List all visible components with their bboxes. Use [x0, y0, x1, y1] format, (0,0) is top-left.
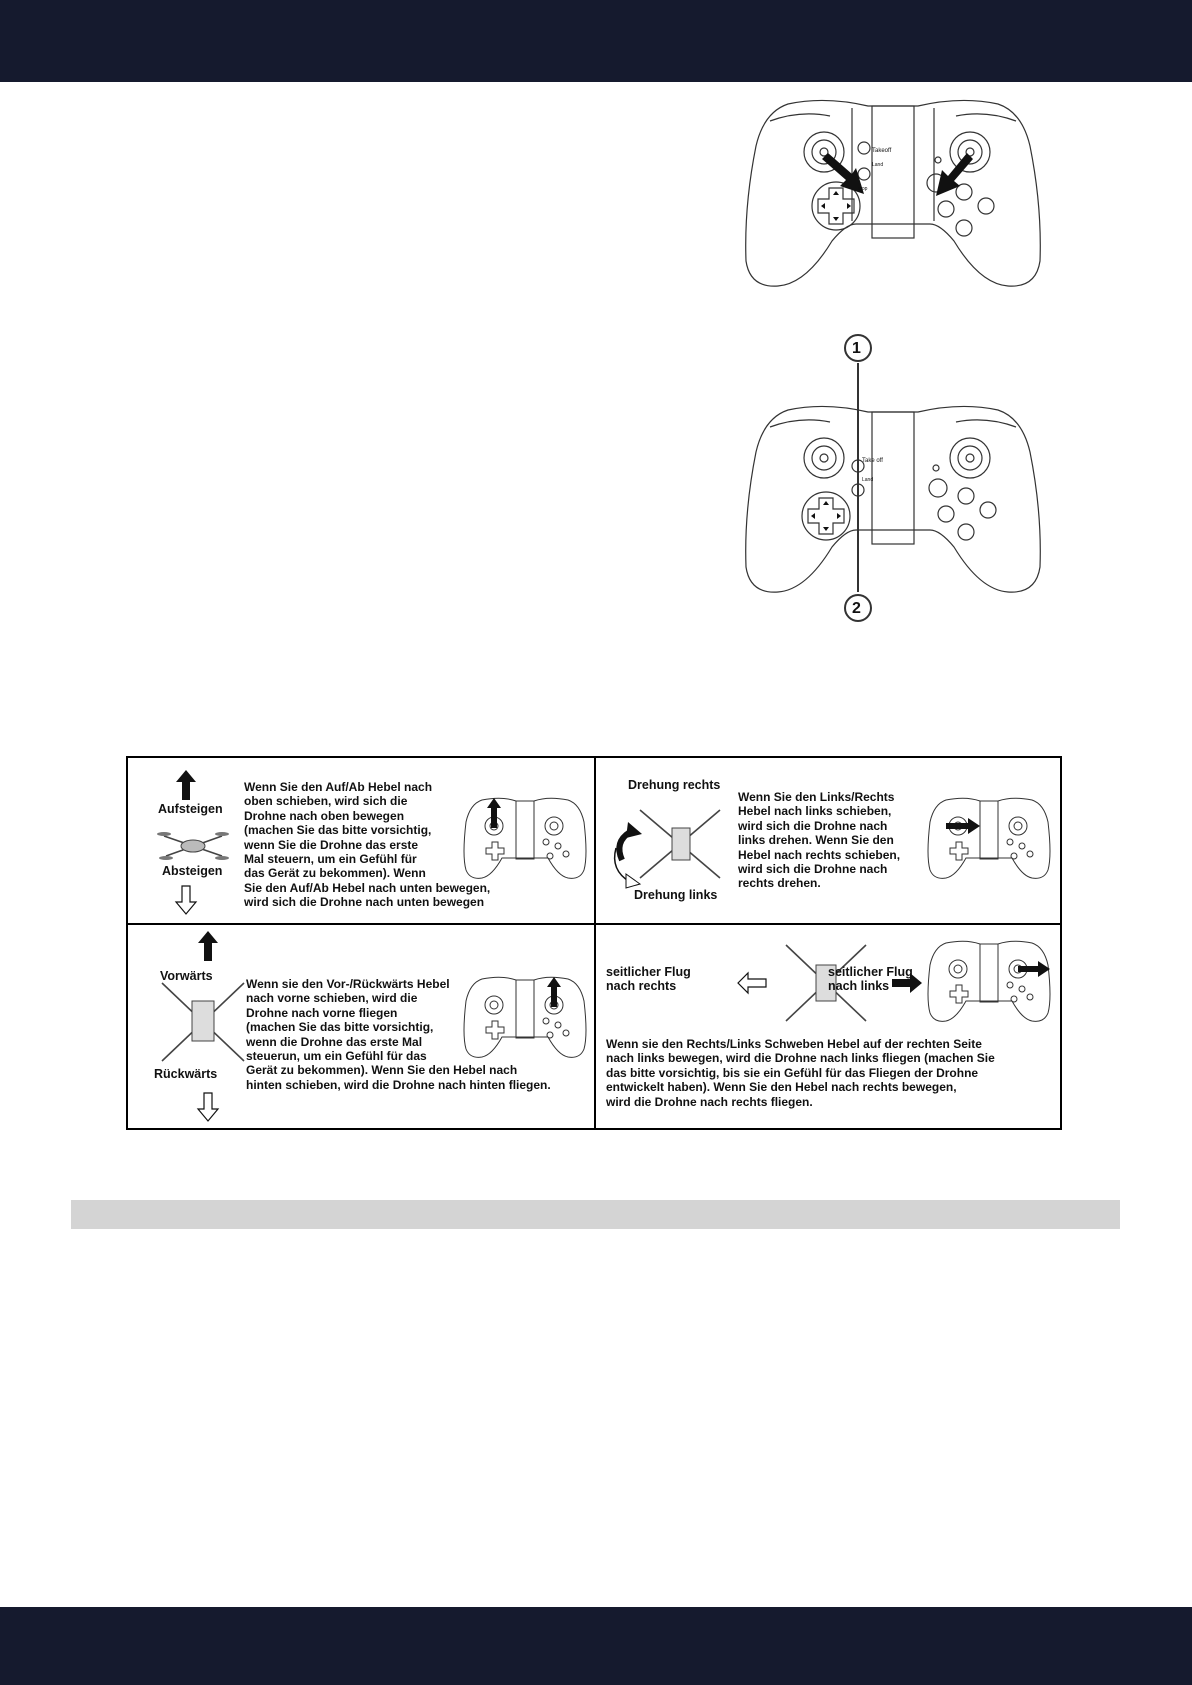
takeoff-label: Takeoff — [872, 148, 892, 154]
text-rotate: Wenn Sie den Links/Rechts Hebel nach links schieben, wird sich die Drohne nach links drehen. Wenn Sie den Hebel nach rechts schieben, wird sich die Drohne nach rechts drehen. — [738, 790, 901, 891]
controller-diagram-markers — [740, 330, 1046, 630]
rotate-drone-icon — [604, 798, 734, 890]
label-vorwaerts: Vorwärts — [160, 969, 213, 983]
label-rueckwaerts: Rückwärts — [154, 1067, 218, 1081]
land-label-2: Land — [862, 477, 874, 483]
text-up-down: Wenn Sie den Auf/Ab Hebel nach oben schieben, wird sich die Drohne nach oben bewegen (machen Sie das bitte vorsichtig, wenn Sie die Drohne das erste Mal steuern, um ein Gefühl für das Gerät zu bekommen). Wenn Sie den Auf/Ab Hebel nach unten bewegen, wird sich die Drohne nach unten bewegen — [244, 780, 491, 910]
stop-label: stop — [858, 186, 868, 192]
cell-sideways — [596, 925, 1062, 1130]
label-seitlich-links: seitlicher Flug nach links — [828, 965, 913, 994]
header-band — [0, 0, 1192, 82]
label-seitlich-rechts: seitlicher Flug nach rechts — [606, 965, 691, 994]
mini-controller-rotate — [926, 796, 1052, 882]
marker-1: 1 — [852, 340, 861, 357]
control-instructions-table — [126, 756, 1062, 1130]
controller-diagram-takeoff — [740, 96, 1046, 296]
label-drehung-rechts: Drehung rechts — [628, 778, 721, 792]
text-forward-back: Wenn sie den Vor-/Rückwärts Hebel nach vorne schieben, wird die Drohne nach vorne fliegen (machen Sie das bitte vorsichtig, wenn die Drohne das erste Mal steuerun, um ein Gefühl für das Gerät zu bekommen). Wenn Sie den Hebel nach hinten schieben, wird die Drohne nach hinten fliegen. — [246, 977, 551, 1092]
cell-up-down — [128, 758, 594, 923]
up-down-drone-icon — [156, 768, 232, 918]
forward-back-drone-icon — [148, 929, 248, 1125]
mini-controller-up-down — [462, 796, 588, 882]
cell-rotate — [596, 758, 1062, 923]
label-aufsteigen: Aufsteigen — [158, 802, 223, 816]
footer-band — [0, 1607, 1192, 1685]
label-drehung-links: Drehung links — [634, 888, 718, 902]
section-heading-bar — [71, 1200, 1120, 1229]
label-absteigen: Absteigen — [162, 864, 223, 878]
cell-forward-back — [128, 925, 594, 1130]
mini-controller-sideways — [926, 939, 1052, 1025]
takeoff-label-2: Take off — [862, 458, 883, 464]
marker-2: 2 — [852, 600, 861, 617]
land-label: Land — [872, 162, 884, 168]
mini-controller-forward-back — [462, 975, 588, 1061]
text-sideways: Wenn sie den Rechts/Links Schweben Hebel auf der rechten Seite nach links bewegen, wird die Drohne nach links fliegen (machen Sie das bitte vorsichtig, bis sie ein Gefühl für das Fliegen der Drohne entwickelt haben). Wenn Sie den Hebel nach rechts bewegen, wird die Drohne nach rechts fliegen. — [606, 1037, 995, 1109]
